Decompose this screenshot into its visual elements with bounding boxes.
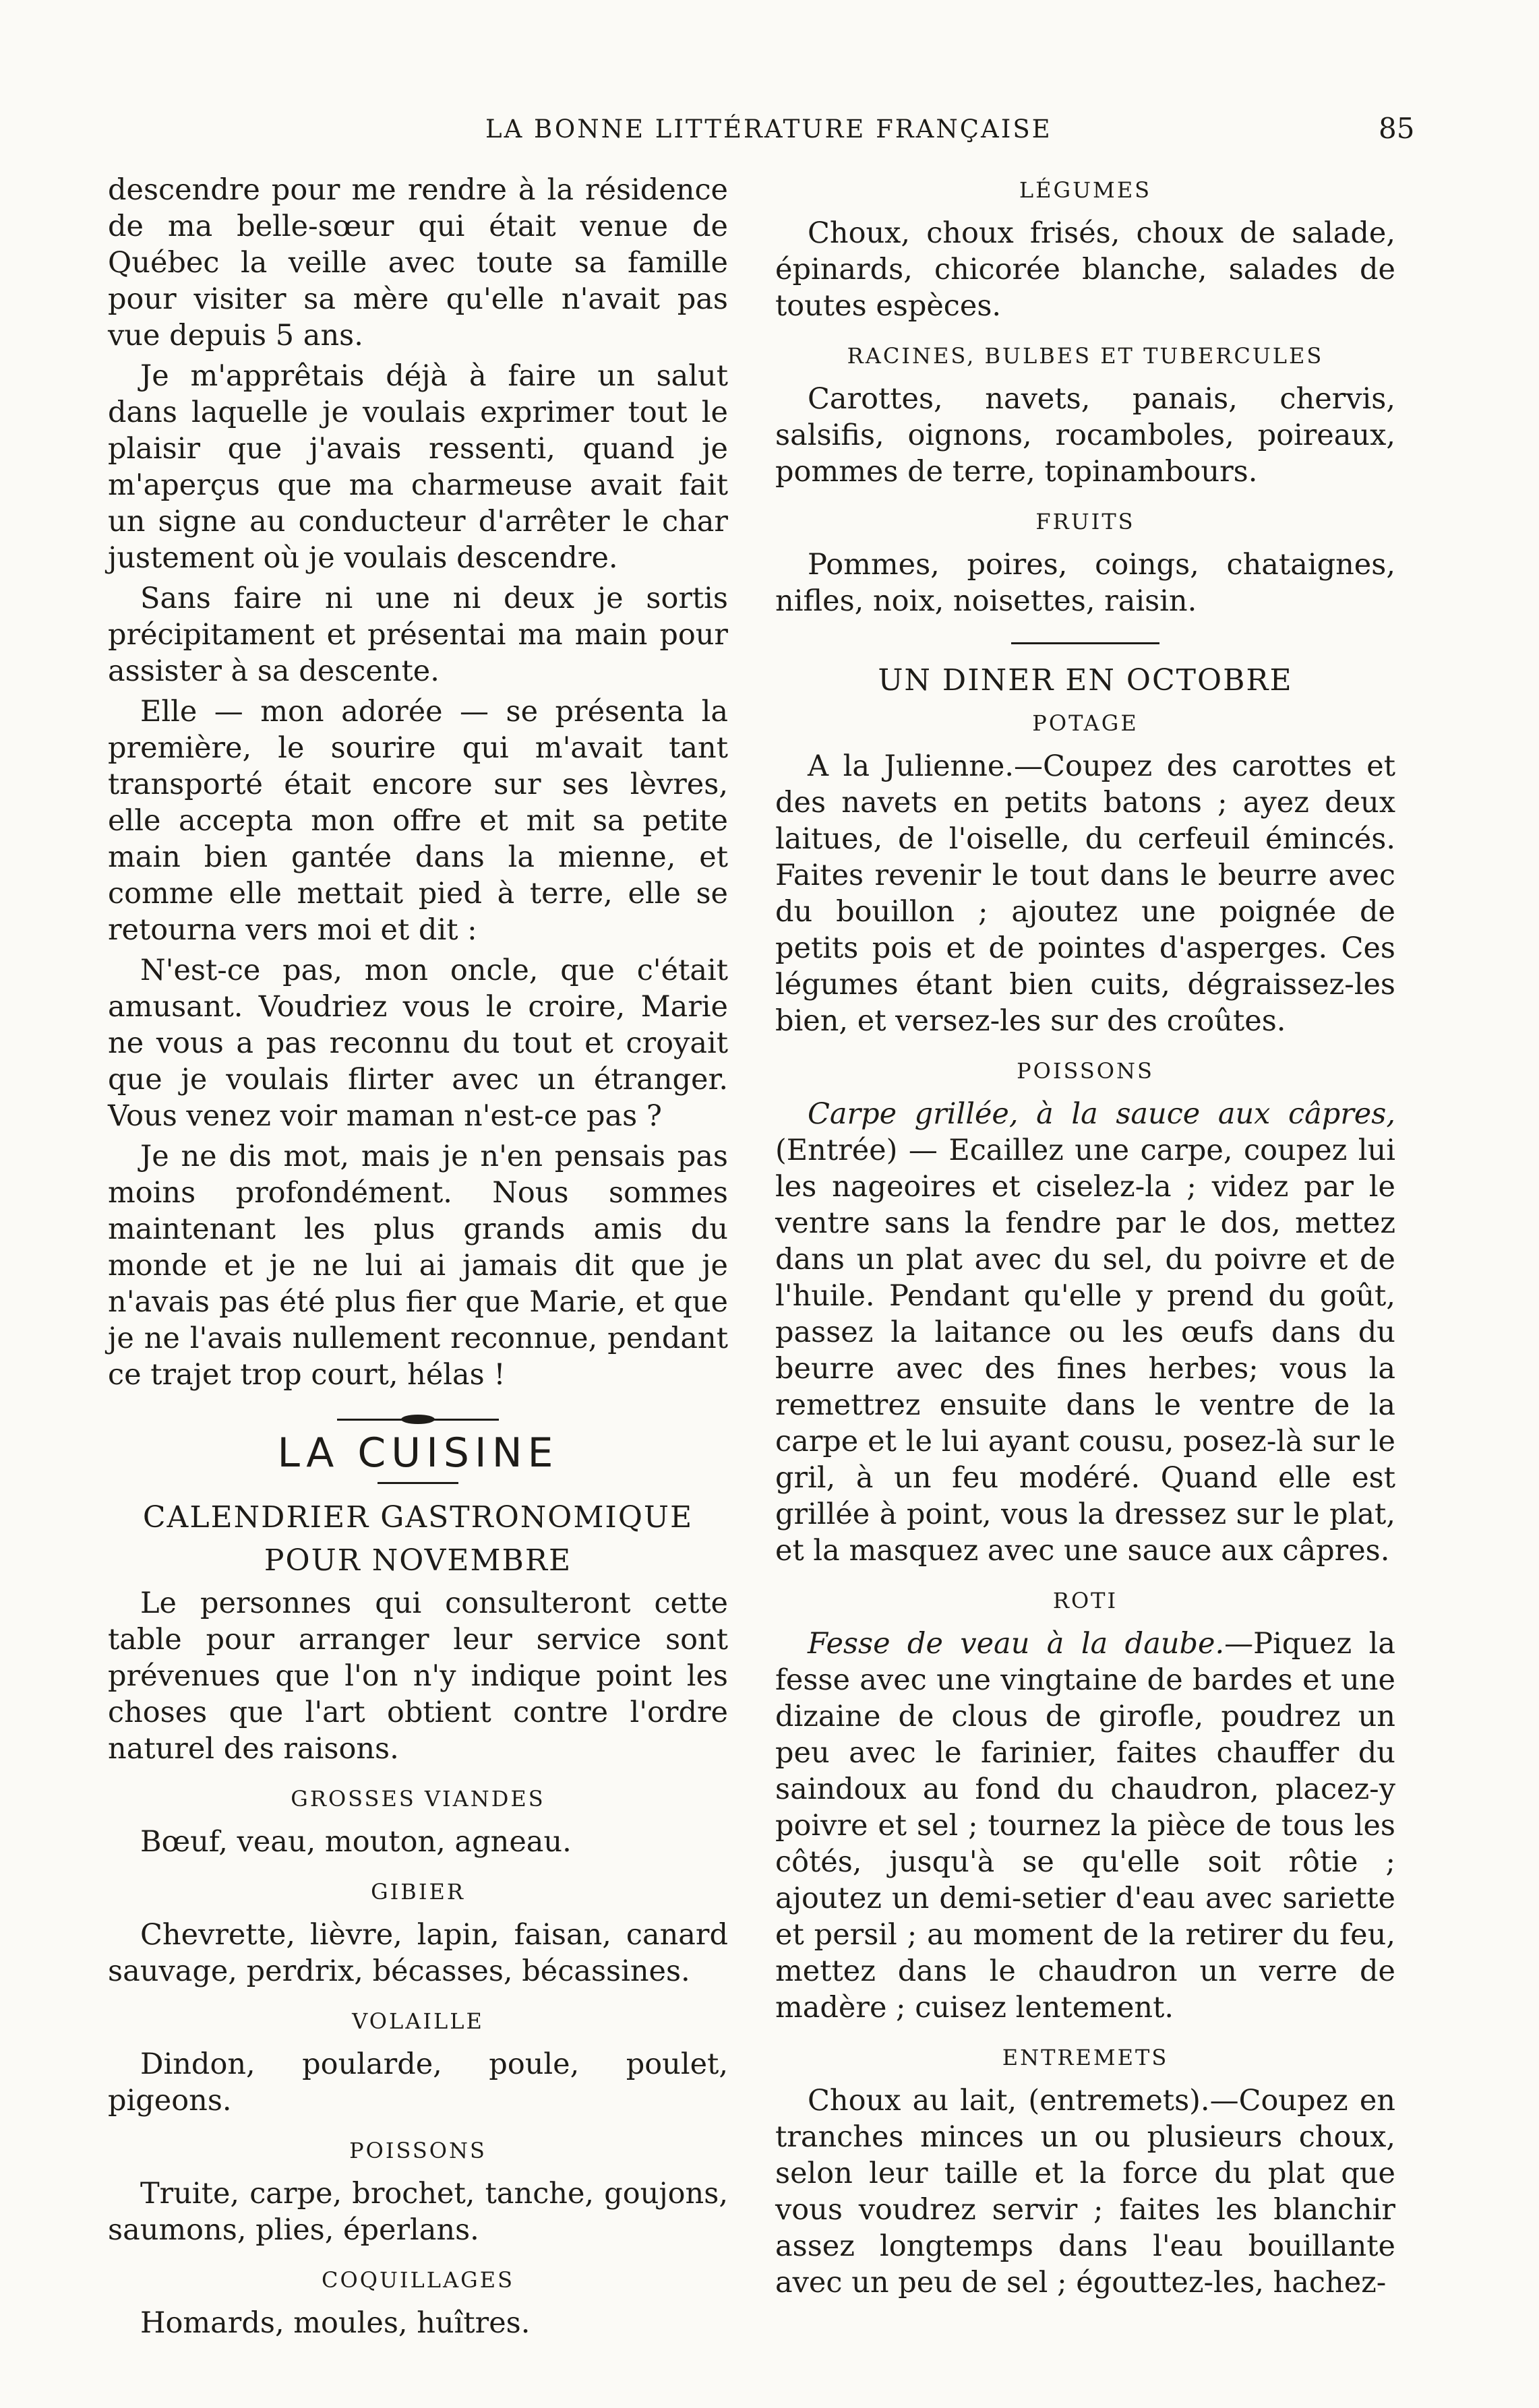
story-paragraph: Je m'apprêtais déjà à faire un salut dans laquelle je voulais exprimer tout le plaisir que j'avais ressenti, quand je m'aperçus que ma charmeuse avait fait un signe au conducteur d'arrêter le char justement où je voulais descendre.	[108, 359, 728, 575]
recipe-fesse	[775, 1626, 1395, 2026]
list-gibier: Chevrette, lièvre, lapin, faisan, canard sauvage, perdrix, bécasses, bécassines.	[108, 1918, 728, 1988]
page-number: 85	[1379, 112, 1415, 145]
heading-volaille: VOLAILLE	[352, 2008, 484, 2034]
heading-racines: RACINES, BULBES ET TUBERCULES	[847, 343, 1324, 369]
recipe-carpe-title: Carpe grillée, à la sauce aux câpres,	[808, 1097, 1395, 1131]
heading-legumes: LÉGUMES	[1019, 177, 1152, 203]
recipe-carpe-text: (Entrée) — Ecaillez une carpe, coupez lui les nageoires et ciselez-la ; videz par le ventre sans la fendre par le dos, mettez dans un plat avec du sel, du poivre et de l'huile. Pendant qu'elle y prend du goût, passez la laitance ou les œufs dans du beurre avec des fines herbes; vous la remettrez ensuite dans le ventre de la carpe et le lui ayant cousu, posez-là sur le gril, à un feu modéré. Quand elle est grillée à point, vous la dressez sur le plat, et la masquez avec une sauce aux câpres.	[775, 1134, 1395, 1568]
recipe-potage: A la Julienne.—Coupez des carottes et des navets en petits batons ; ayez deux laitues, de l'oiselle, du cerfeuil émincés. Faites revenir le tout dans le beurre avec du bouillon ; ajoutez une poignée de petits pois et de pointes d'asperges. Ces légumes étant bien cuits, dégraissez-les bien, et versez-les sur des croûtes.	[775, 749, 1395, 1038]
heading-poissons: POISSONS	[349, 2138, 487, 2163]
recipe-carpe	[775, 1096, 1395, 1569]
list-coquillages: Homards, moules, huîtres.	[140, 2306, 531, 2340]
calendar-title-line-2: POUR NOVEMBRE	[264, 1543, 572, 1578]
rule	[1011, 642, 1159, 644]
section-title-cuisine: LA CUISINE	[277, 1429, 559, 1477]
right-column	[775, 172, 1395, 2305]
ornament-divider	[337, 1416, 499, 1423]
calendar-title-line-1: CALENDRIER GASTRONOMIQUE	[142, 1500, 694, 1535]
rule	[378, 1482, 458, 1484]
calendar-intro: Le personnes qui consulteront cette table pour arranger leur service sont prévenues que l'on n'y indique point les choses que l'art obtient contre l'ordre naturel des raisons.	[108, 1586, 728, 1766]
list-poissons: Truite, carpe, brochet, tanche, goujons, saumons, plies, éperlans.	[108, 2177, 728, 2247]
heading-coquillages: COQUILLAGES	[321, 2267, 514, 2293]
story-paragraph: Je ne dis mot, mais je n'en pensais pas moins profondément. Nous sommes maintenant les plus grands amis du monde et je ne lui ai jamais dit que je n'avais pas été plus fier que Marie, et que je ne l'avais nullement reconnue, pendant ce trajet trop court, hélas !	[108, 1140, 728, 1392]
recipe-fesse-title: Fesse de veau à la daube.	[808, 1627, 1225, 1661]
heading-grosses-viandes: GROSSES VIANDES	[291, 1786, 545, 1812]
story-paragraph: N'est-ce pas, mon oncle, que c'était amusant. Voudriez vous le croire, Marie ne vous a pas reconnu du tout et croyait que je voulais flirter avec un étranger. Vous venez voir maman n'est-ce pas ?	[108, 954, 728, 1133]
list-legumes: Choux, choux frisés, choux de salade, épinards, chicorée blanche, salades de toutes espèces.	[775, 216, 1395, 323]
left-column	[108, 172, 728, 2345]
heading-potage: POTAGE	[1032, 710, 1139, 736]
heading-poissons-diner: POISSONS	[1017, 1058, 1154, 1084]
heading-fruits: FRUITS	[1035, 509, 1135, 534]
story-paragraph: Elle — mon adorée — se présenta la première, le sourire qui m'avait tant transporté était encore sur ses lèvres, elle accepta mon offre et mit sa petite main bien gantée dans la mienne, et comme elle mettait pied à terre, elle se retourna vers moi et dit :	[108, 695, 728, 947]
running-title: LA BONNE LITTÉRATURE FRANÇAISE	[485, 115, 1052, 144]
list-grosses-viandes: Bœuf, veau, mouton, agneau.	[140, 1825, 572, 1859]
list-volaille: Dindon, poularde, poule, poulet, pigeons.	[108, 2047, 728, 2118]
list-racines: Carottes, navets, panais, chervis, salsifis, oignons, rocamboles, poireaux, pommes de terre, topinambours.	[775, 382, 1395, 489]
story-paragraph: descendre pour me rendre à la résidence de ma belle-sœur qui était venue de Québec la veille avec toute sa famille pour visiter sa mère qu'elle n'avait pas vue depuis 5 ans.	[108, 173, 728, 352]
heading-entremets: ENTREMETS	[1002, 2045, 1169, 2070]
diner-title: UN DINER EN OCTOBRE	[878, 663, 1293, 698]
heading-gibier: GIBIER	[371, 1879, 465, 1905]
list-fruits: Pommes, poires, coings, chataignes, nifles, noix, noisettes, raisin.	[775, 548, 1395, 618]
recipe-entremets: Choux au lait, (entremets).—Coupez en tranches minces un ou plusieurs choux, selon leur taille et la force du plat que vous voudrez servir ; faites les blanchir assez longtemps dans l'eau bouillante avec un peu de sel ; égouttez-les, hachez-	[775, 2084, 1395, 2299]
recipe-fesse-text: —Piquez la fesse avec une vingtaine de bardes et une dizaine de clous de girofle, poudrez un peu avec le farinier, faites chauffer du saindoux au fond du chaudron, placez-y poivre et sel ; tournez la pièce de tous les côtés, jusqu'à se qu'elle soit rôtie ; ajoutez un demi-setier d'eau avec sariette et persil ; au moment de la retirer du feu, mettez dans le chaudron un verre de madère ; cuisez lentement.	[775, 1627, 1395, 2025]
story-paragraph: Sans faire ni une ni deux je sortis précipitament et présentai ma main pour assister à sa descente.	[108, 582, 728, 688]
heading-roti: ROTI	[1052, 1588, 1118, 1613]
